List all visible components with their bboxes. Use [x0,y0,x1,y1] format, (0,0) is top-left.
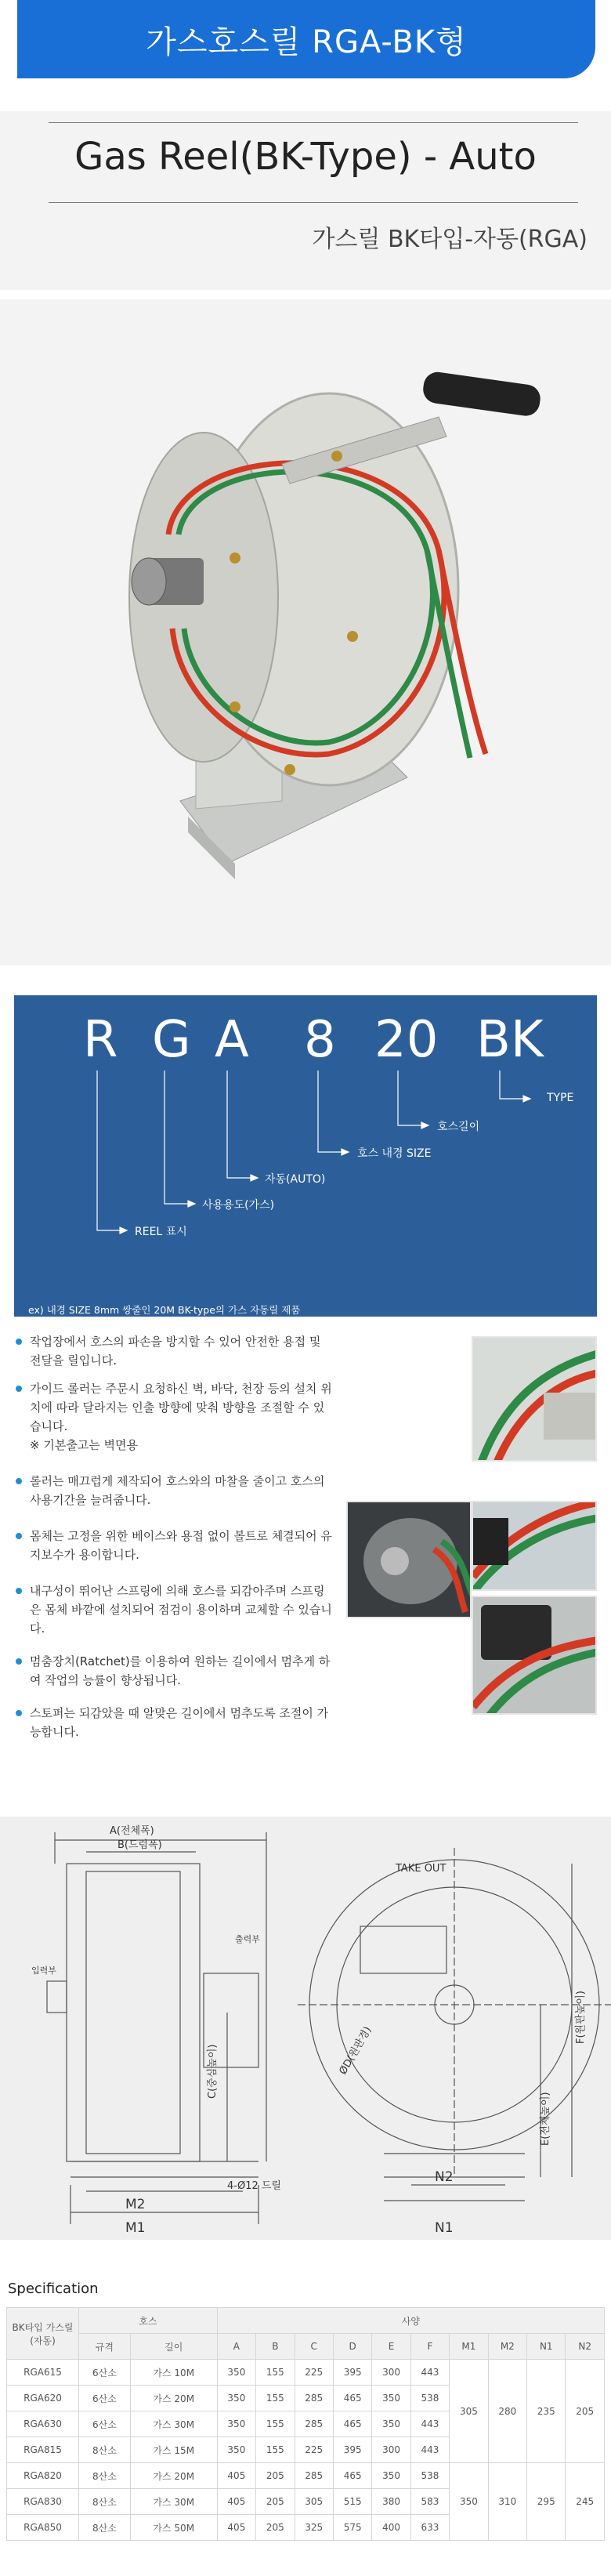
table-cell: 가스 30M [130,2411,217,2437]
table-cell: 가스 20M [130,2463,217,2489]
spec-subhead: M2 [488,2334,526,2360]
table-cell: 155 [256,2437,295,2463]
code-label-size: 호스 내경 SIZE [357,1147,432,1160]
table-cell: 405 [217,2489,255,2515]
table-cell: 443 [410,2437,449,2463]
code-example: ex) 내경 SIZE 8mm 쌍줄인 20M BK-type의 가스 자동릴 제품 [28,1304,301,1316]
spec-subhead: N2 [566,2334,605,2360]
table-cell-group: 280 [488,2360,526,2463]
table-cell: 285 [295,2463,333,2489]
product-title-kr: 가스릴 BK타입-자동(RGA) [312,226,588,253]
table-cell-group: 305 [450,2360,488,2463]
feature-item [16,1581,332,1641]
dim-label-n2: N2 [435,2169,454,2185]
table-cell: 575 [333,2515,371,2541]
spec-subhead: N1 [527,2334,566,2360]
dim-label-e: E(전체높이) [540,2092,551,2146]
spec-subhead: F [410,2334,449,2360]
title-divider-bottom [49,202,578,203]
dimension-drawing [0,1817,611,2240]
dim-label-f: F(원판높이) [575,1991,587,2044]
table-cell: 325 [295,2515,333,2541]
table-cell: 가스 15M [130,2437,217,2463]
code-letter-size: 8 [304,1011,336,1069]
table-cell: 285 [295,2386,333,2411]
code-label-use: 사용용도(가스) [202,1199,275,1212]
spec-subhead: 길이 [130,2334,217,2360]
table-cell: 538 [410,2386,449,2411]
table-cell: 538 [410,2463,449,2489]
bullet-icon [16,1478,22,1484]
product-photo [0,299,611,966]
table-cell: 350 [217,2437,255,2463]
dim-label-d: ØD(원판경) [337,2024,374,2077]
table-cell: 465 [333,2411,371,2437]
code-label-auto: 자동(AUTO) [265,1173,326,1186]
table-cell: 205 [256,2489,295,2515]
table-cell: 가스 50M [130,2515,217,2541]
table-cell: 205 [256,2463,295,2489]
table-cell: 443 [410,2360,449,2386]
table-cell: 가스 30M [130,2489,217,2515]
dim-label-outlet: 출력부 [235,1934,260,1944]
features-section [0,1332,611,1795]
table-cell: 8산소 [79,2437,131,2463]
bullet-icon [16,1339,22,1345]
table-cell: 6산소 [79,2360,131,2386]
table-row [7,2360,605,2386]
model-code-panel [14,995,597,1317]
dimension-drawing-section [0,1817,611,2240]
table-cell: 350 [217,2360,255,2386]
code-letter-a: A [215,1011,249,1069]
table-cell: RGA850 [7,2515,79,2541]
title-block [0,111,611,290]
table-cell-group: 310 [488,2463,526,2541]
table-cell: 515 [333,2489,371,2515]
detail-photo-drum [346,1501,472,1618]
table-cell: 380 [372,2489,410,2515]
code-letter-r: R [83,1011,118,1069]
code-label-type: TYPE [547,1092,574,1104]
table-cell: 8산소 [79,2515,131,2541]
bullet-icon [16,1533,22,1539]
feature-text: 멈춤장치(Ratchet)를 이용하여 원하는 길이에서 멈추게 하여 작업의 능률이 향상됩니다. [30,1654,331,1687]
table-cell: 155 [256,2386,295,2411]
table-cell-group: 350 [450,2463,488,2541]
table-cell-group: 295 [527,2463,566,2541]
table-cell: 350 [372,2463,410,2489]
table-cell: RGA815 [7,2437,79,2463]
code-letter-g: G [152,1011,191,1069]
table-cell: 405 [217,2515,255,2541]
spec-subhead: E [372,2334,410,2360]
spec-subhead: 규격 [79,2334,131,2360]
bullet-icon [16,1588,22,1594]
table-cell: 155 [256,2360,295,2386]
feature-text: 스토퍼는 되감았을 때 알맞은 길이에서 멈추도록 조절이 가능합니다. [30,1706,329,1739]
table-cell: 8산소 [79,2489,131,2515]
table-cell: 350 [372,2411,410,2437]
spec-subhead: C [295,2334,333,2360]
spec-table [6,2307,605,2541]
table-cell: 395 [333,2437,371,2463]
table-cell: 205 [256,2515,295,2541]
table-cell-group: 245 [566,2463,605,2541]
spec-subhead: M1 [450,2334,488,2360]
table-cell: 가스 20M [130,2386,217,2411]
dim-label-n1: N1 [435,2220,454,2236]
spec-title: Specification [8,2281,99,2297]
spec-subhead: A [217,2334,255,2360]
table-row [7,2463,605,2489]
spec-subhead: D [333,2334,371,2360]
table-cell: 6산소 [79,2411,131,2437]
table-cell: 443 [410,2411,449,2437]
dim-label-m2: M2 [125,2197,146,2212]
feature-text: 가이드 롤러는 주문시 요청하신 벽, 바닥, 천장 등의 설치 위치에 따라 달라지는 인출 방향에 맞춰 방향을 조절할 수 있습니다. ※ 기본출고는 벽면용 [30,1382,332,1452]
page-header-banner [17,0,595,78]
code-leader-lines [14,995,597,1317]
table-cell: 633 [410,2515,449,2541]
table-cell: 8산소 [79,2463,131,2489]
table-cell: RGA830 [7,2489,79,2515]
table-cell-group: 205 [566,2360,605,2463]
table-cell: 6산소 [79,2386,131,2411]
table-cell: 가스 10M [130,2360,217,2386]
dim-label-c: C(중심높이) [207,2044,219,2099]
table-cell: 225 [295,2360,333,2386]
dim-label-b: B(드럼폭) [118,1839,162,1851]
title-divider-top [49,122,578,123]
dim-label-m1: M1 [125,2220,146,2236]
table-cell: 285 [295,2411,333,2437]
detail-photo-hub [472,1501,597,1591]
spec-head-model: BK타입 가스릴 (자동) [7,2308,79,2360]
feature-item [16,1472,329,1513]
bullet-icon [16,1710,22,1716]
detail-photo-guide-roller [472,1336,597,1462]
table-cell: 155 [256,2411,295,2437]
feature-text: 내구성이 뛰어난 스프링에 의해 호스를 되감아주며 스프링은 몸체 바깥에 설치되어 점검이 용이하며 교체할 수 있습니다. [30,1584,332,1636]
feature-item [16,1704,329,1745]
table-cell: 300 [372,2360,410,2386]
table-cell: 225 [295,2437,333,2463]
table-cell: RGA620 [7,2386,79,2411]
table-cell: 300 [372,2437,410,2463]
feature-text: 롤러는 매끄럽게 제작되어 호스와의 마찰을 줄이고 호스의 사용기간을 늘려줍니다. [30,1474,325,1507]
detail-photo-ratchet [472,1596,597,1715]
code-letter-length: 20 [374,1011,439,1069]
table-cell: RGA820 [7,2463,79,2489]
feature-text: 작업장에서 호스의 파손을 방지할 수 있어 안전한 용접 및 전달을 릴입니다. [30,1335,321,1368]
feature-item [16,1332,329,1373]
spec-subhead: B [256,2334,295,2360]
table-cell: 350 [372,2386,410,2411]
feature-item [16,1527,332,1567]
table-cell: 583 [410,2489,449,2515]
dim-label-inlet: 입력부 [31,1966,56,1976]
spec-head-hose: 호스 [79,2308,218,2334]
bullet-icon [16,1386,22,1392]
code-letter-type: BK [476,1011,544,1069]
table-cell: 400 [372,2515,410,2541]
table-cell: 465 [333,2386,371,2411]
table-cell: 350 [217,2411,255,2437]
feature-item [16,1652,329,1693]
table-cell: 405 [217,2463,255,2489]
table-cell: RGA615 [7,2360,79,2386]
spec-head-spec: 사양 [217,2308,604,2334]
dim-label-takeout: TAKE OUT [396,1863,446,1875]
table-cell-group: 235 [527,2360,566,2463]
feature-text: 몸체는 고정을 위한 베이스와 용접 없이 볼트로 체결되어 유지보수가 용이합니다. [30,1529,332,1562]
table-cell: RGA630 [7,2411,79,2437]
code-label-reel: REEL 표시 [135,1226,187,1238]
table-cell: 350 [217,2386,255,2411]
page-header-title: 가스호스릴 RGA-BK형 [146,24,467,60]
feature-item [16,1379,332,1458]
product-title-en: Gas Reel(BK-Type) - Auto [74,135,537,179]
dim-label-a: A(전체폭) [110,1825,154,1837]
bullet-icon [16,1658,22,1665]
product-photo-section [0,299,611,966]
code-label-length: 호스길이 [437,1121,480,1133]
dim-label-bolt: 4-Ø12 드릴 [227,2180,281,2192]
table-cell: 395 [333,2360,371,2386]
table-cell: 305 [295,2489,333,2515]
table-cell: 465 [333,2463,371,2489]
